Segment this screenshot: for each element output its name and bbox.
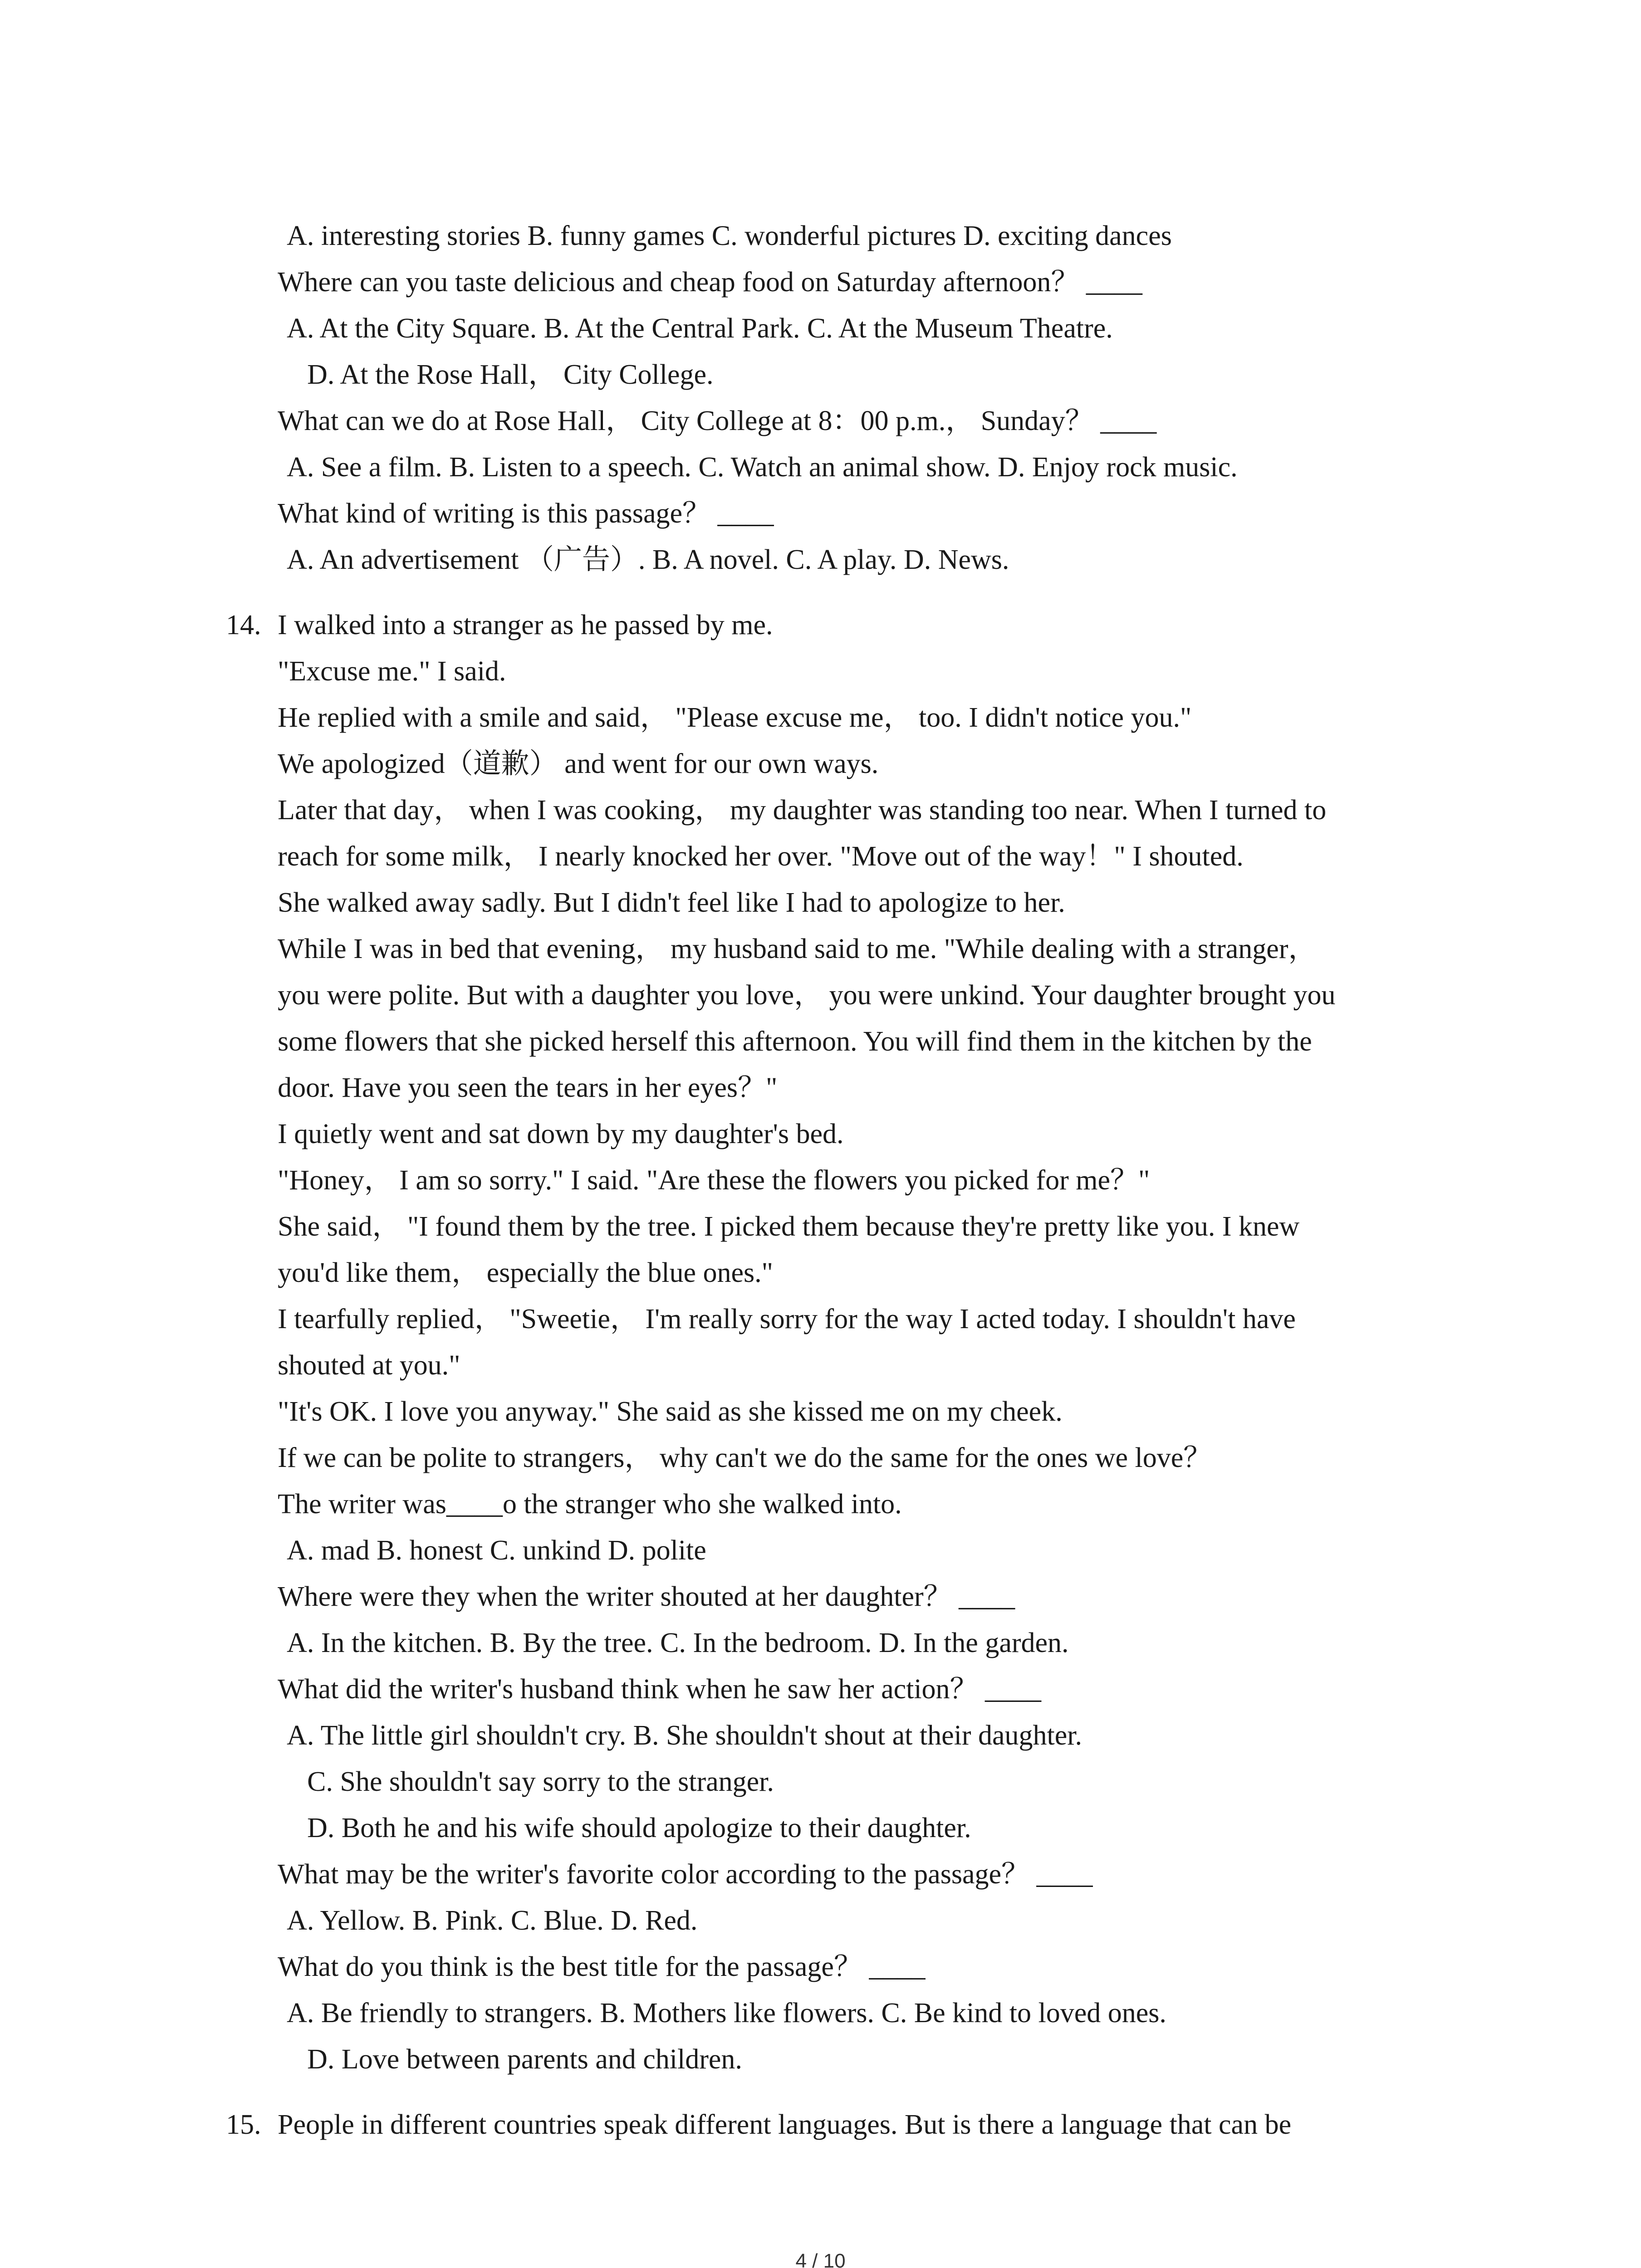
passage-line: some flowers that she picked herself this afternoon. You will find them in the kitchen by the bbox=[278, 1026, 1312, 1057]
option-line: A. Yellow. B. Pink. C. Blue. D. Red. bbox=[287, 1905, 698, 1936]
option-line: A. Be friendly to strangers. B. Mothers like flowers. C. Be kind to loved ones. bbox=[287, 1998, 1166, 2028]
passage-line: "It's OK. I love you anyway." She said as she kissed me on my cheek. bbox=[278, 1396, 1063, 1427]
question-line: Where can you taste delicious and cheap food on Saturday afternoon？ ____ bbox=[278, 267, 1142, 298]
question-line: What do you think is the best title for the passage？ ____ bbox=[278, 1951, 926, 1982]
passage-line: reach for some milk， I nearly knocked her over. "Move out of the way！" I shouted. bbox=[278, 841, 1244, 872]
question-line: What did the writer's husband think when he saw her action？ ____ bbox=[278, 1674, 1042, 1705]
passage-line: door. Have you seen the tears in her eyes？" bbox=[278, 1072, 778, 1103]
passage-line: He replied with a smile and said， "Please excuse me， too. I didn't notice you." bbox=[278, 702, 1192, 733]
passage-line: I quietly went and sat down by my daughter's bed. bbox=[278, 1119, 844, 1149]
option-line: A. mad B. honest C. unkind D. polite bbox=[287, 1535, 706, 1566]
question-line: What can we do at Rose Hall， City College at 8：00 p.m.， Sunday？ ____ bbox=[278, 406, 1157, 436]
page-indicator: 4 / 10 bbox=[795, 2250, 846, 2268]
passage-line: "Excuse me." I said. bbox=[278, 656, 506, 687]
passage-line: She said， "I found them by the tree. I picked them because they're pretty like you. I knew bbox=[278, 1211, 1300, 1242]
passage-line: shouted at you." bbox=[278, 1350, 460, 1381]
passage-line: If we can be polite to strangers， why can't we do the same for the ones we love？ bbox=[278, 1442, 1212, 1473]
passage-line: you'd like them， especially the blue ones." bbox=[278, 1257, 773, 1288]
option-line: A. At the City Square. B. At the Central Park. C. At the Museum Theatre. bbox=[287, 313, 1113, 344]
option-line: A. interesting stories B. funny games C. wonderful pictures D. exciting dances bbox=[287, 220, 1172, 251]
option-line: A. An advertisement （广告）. B. A novel. C. A play. D. News. bbox=[287, 544, 1009, 575]
passage-line: "Honey， I am so sorry." I said. "Are these the flowers you picked for me？" bbox=[278, 1165, 1150, 1196]
option-line: D. Love between parents and children. bbox=[307, 2044, 742, 2075]
question-number-15: 15. bbox=[226, 2109, 261, 2140]
passage-line: We apologized（道歉） and went for our own ways. bbox=[278, 748, 879, 779]
option-line: C. She shouldn't say sorry to the stranger. bbox=[307, 1766, 774, 1797]
passage-line: you were polite. But with a daughter you love， you were unkind. Your daughter brought you bbox=[278, 980, 1336, 1011]
passage-line: Later that day， when I was cooking， my daughter was standing too near. When I turned to bbox=[278, 795, 1327, 826]
question-line: What kind of writing is this passage？ ____ bbox=[278, 498, 774, 529]
question-number-14: 14. bbox=[226, 610, 261, 640]
question-line: The writer was____o the stranger who she walked into. bbox=[278, 1489, 902, 1520]
passage-line: She walked away sadly. But I didn't feel like I had to apologize to her. bbox=[278, 887, 1065, 918]
option-line: D. Both he and his wife should apologize to their daughter. bbox=[307, 1813, 971, 1843]
question-line: Where were they when the writer shouted at her daughter？ ____ bbox=[278, 1581, 1015, 1612]
option-line: D. At the Rose Hall， City College. bbox=[307, 359, 714, 390]
passage-line: I tearfully replied， "Sweetie， I'm really sorry for the way I acted today. I shouldn't have bbox=[278, 1304, 1296, 1334]
option-line: A. In the kitchen. B. By the tree. C. In the bedroom. D. In the garden. bbox=[287, 1628, 1069, 1658]
passage-line: I walked into a stranger as he passed by me. bbox=[278, 610, 773, 640]
option-line: A. See a film. B. Listen to a speech. C. Watch an animal show. D. Enjoy rock music. bbox=[287, 452, 1238, 483]
option-line: A. The little girl shouldn't cry. B. She shouldn't shout at their daughter. bbox=[287, 1720, 1082, 1751]
passage-line: While I was in bed that evening， my husband said to me. "While dealing with a stranger， bbox=[278, 934, 1317, 964]
question-line: What may be the writer's favorite color according to the passage？ ____ bbox=[278, 1859, 1093, 1890]
passage-line: People in different countries speak different languages. But is there a language that can be bbox=[278, 2109, 1292, 2140]
